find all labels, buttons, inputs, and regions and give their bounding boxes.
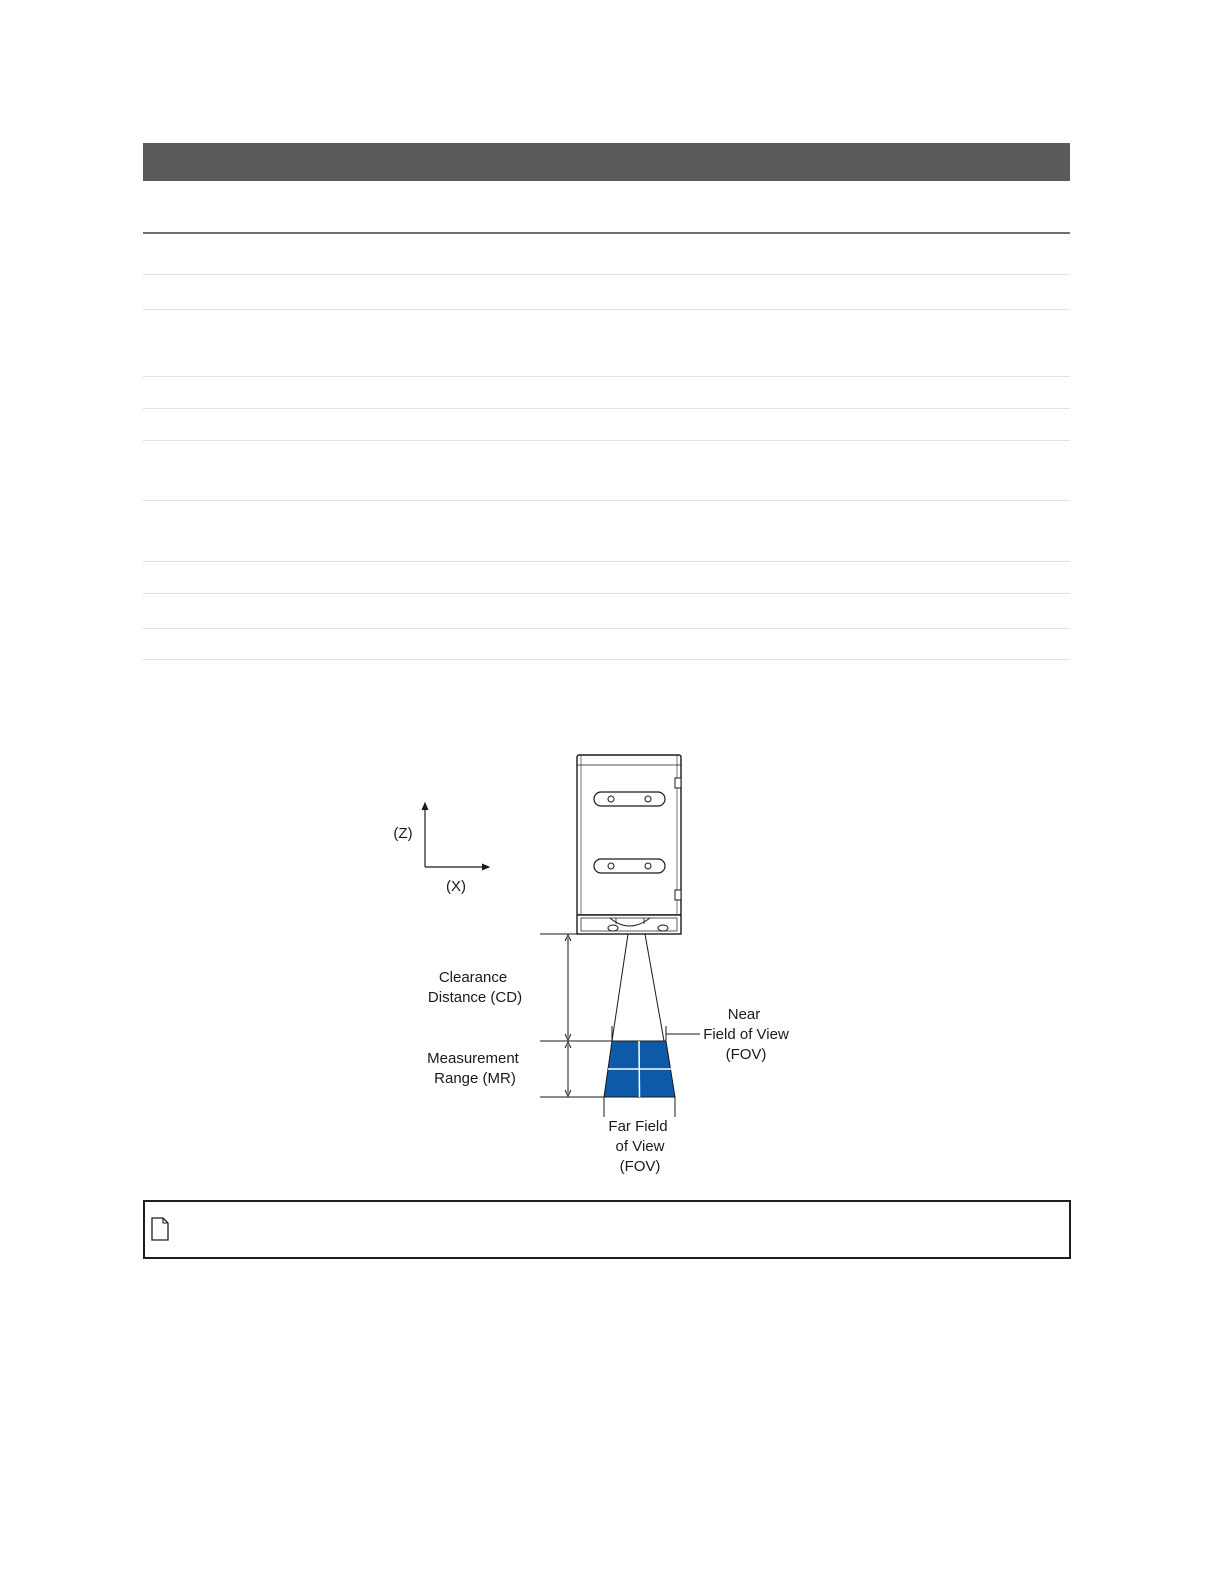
measurement-label-line-2: Range (MR) (434, 1070, 516, 1087)
laser-sensor-icon (577, 755, 681, 934)
near-fov-label-line-3: (FOV) (725, 1046, 767, 1063)
far-fov-label-line-1: Far Field (608, 1118, 668, 1135)
clearance-label-line-1: Clearance (438, 969, 508, 986)
z-axis-label: (Z) (393, 825, 413, 842)
note-page-icon (150, 1217, 170, 1241)
clearance-dimension (565, 935, 571, 1040)
measurement-range-dimension (565, 1042, 571, 1096)
measurement-label-line-1: Measurement (427, 1050, 519, 1067)
axis-indicator (393, 803, 489, 895)
x-axis-label: (X) (446, 878, 466, 895)
far-fov-label-line-3: (FOV) (619, 1158, 661, 1175)
near-fov-label-line-1: Near (727, 1006, 761, 1023)
far-fov-label-line-2: of View (615, 1138, 665, 1155)
near-fov-label-line-2: Field of View (703, 1026, 789, 1043)
fov-region (604, 1041, 675, 1097)
clearance-label-line-2: Distance (CD) (427, 989, 523, 1006)
note-box (143, 1200, 1071, 1259)
